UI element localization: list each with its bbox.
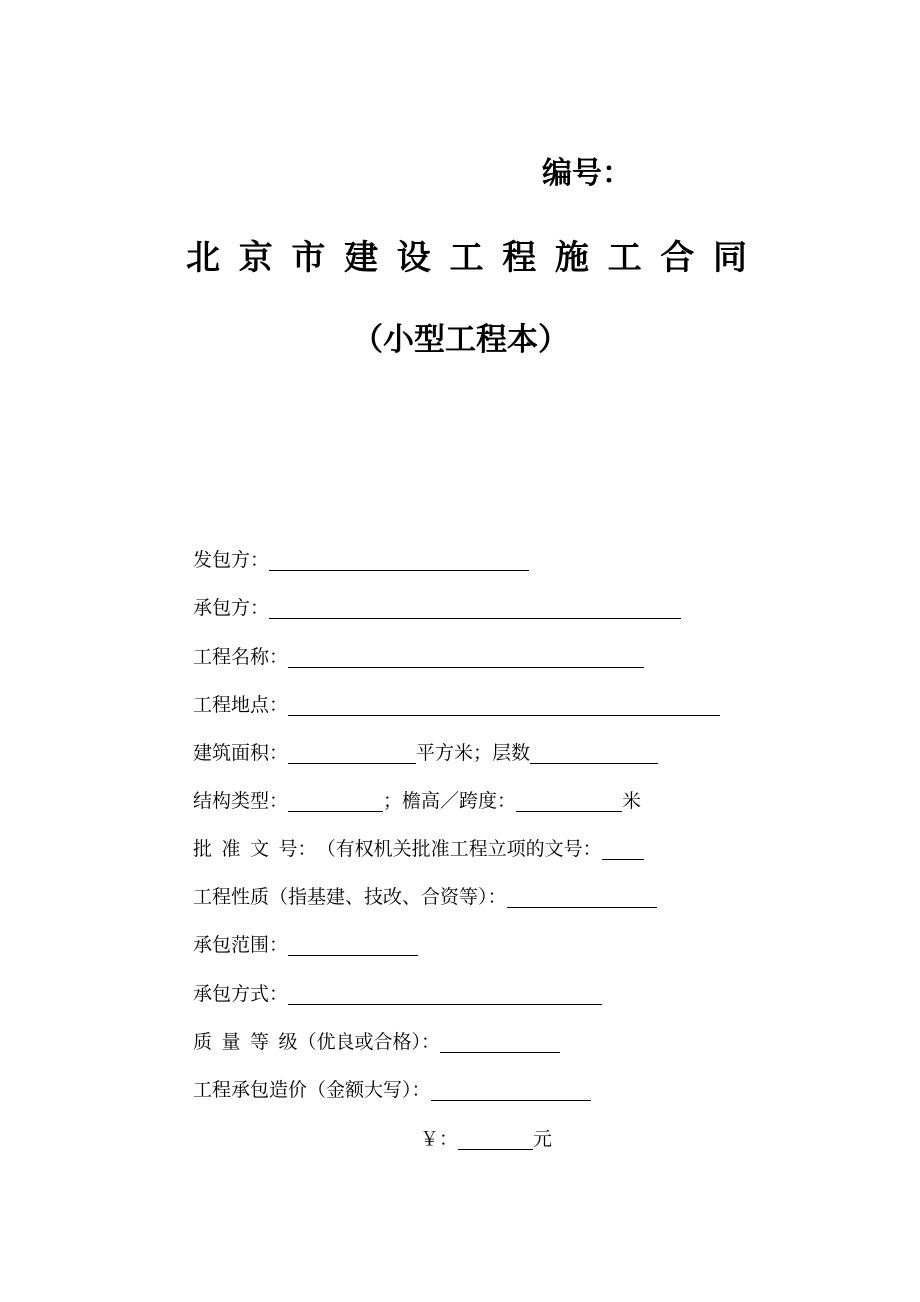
quality-label-char-3: 等 (250, 1031, 270, 1053)
structure-type-field[interactable] (288, 789, 383, 812)
employer-field[interactable] (269, 548, 529, 571)
contract-scope-field[interactable] (288, 933, 418, 956)
building-area-label: 建筑面积： (193, 742, 289, 764)
structure-type-label: 结构类型： (193, 790, 289, 812)
contract-method-field[interactable] (288, 982, 602, 1005)
contractor-field[interactable] (269, 596, 681, 619)
project-location-label: 工程地点： (193, 694, 289, 716)
yuan-symbol: ￥： (420, 1128, 459, 1150)
contractor-row (193, 593, 681, 623)
contract-method-row (193, 979, 602, 1009)
eave-height-field[interactable] (516, 789, 622, 812)
contract-title: 北京市建设工程施工合同 (186, 238, 766, 278)
project-location-field[interactable] (288, 693, 720, 716)
contract-price-row (193, 1075, 591, 1105)
quality-row (193, 1027, 560, 1057)
price-figure-field[interactable] (458, 1127, 533, 1150)
document-number-label: 编号： (542, 156, 632, 191)
project-nature-field[interactable] (507, 885, 657, 908)
project-nature-label: 工程性质（指基建、技改、合资等）： (193, 886, 507, 908)
approval-label-char-2: 准 (221, 838, 241, 860)
approval-label-char-3: 文 (250, 838, 270, 860)
building-area-row (193, 738, 658, 768)
contract-price-label: 工程承包造价（金额大写）： (193, 1079, 431, 1101)
yuan-unit: 元 (533, 1128, 553, 1150)
price-figure-row (420, 1124, 552, 1154)
quality-label-char-1: 质 (193, 1031, 213, 1053)
contract-price-field[interactable] (431, 1078, 591, 1101)
approval-label-char-4: 号： (278, 838, 317, 860)
project-name-label: 工程名称： (193, 646, 289, 668)
quality-label-rest: 级（优良或合格）： (278, 1031, 441, 1053)
floors-field[interactable] (530, 741, 658, 764)
project-nature-row (193, 882, 657, 912)
approval-row (193, 834, 644, 864)
quality-field[interactable] (440, 1030, 560, 1053)
project-name-row (193, 642, 644, 672)
eave-height-label: ；檐高／跨度： (383, 790, 517, 812)
approval-note: （有权机关批准工程立项的文号： (316, 838, 602, 860)
meter-unit-label: 米 (622, 790, 642, 812)
approval-label-char-1: 批 (193, 838, 213, 860)
employer-label: 发包方： (193, 549, 270, 571)
project-name-field[interactable] (288, 645, 644, 668)
quality-label-char-2: 量 (221, 1031, 241, 1053)
structure-row (193, 786, 641, 816)
approval-number-field[interactable] (602, 837, 644, 860)
contractor-label: 承包方： (193, 597, 270, 619)
building-area-field[interactable] (288, 741, 416, 764)
contract-method-label: 承包方式： (193, 983, 289, 1005)
area-unit-label: 平方米；层数 (416, 742, 531, 764)
contract-scope-row (193, 930, 418, 960)
contract-scope-label: 承包范围： (193, 934, 289, 956)
employer-row (193, 545, 529, 575)
contract-subtitle: （小型工程本） (352, 322, 569, 358)
project-location-row (193, 690, 720, 720)
